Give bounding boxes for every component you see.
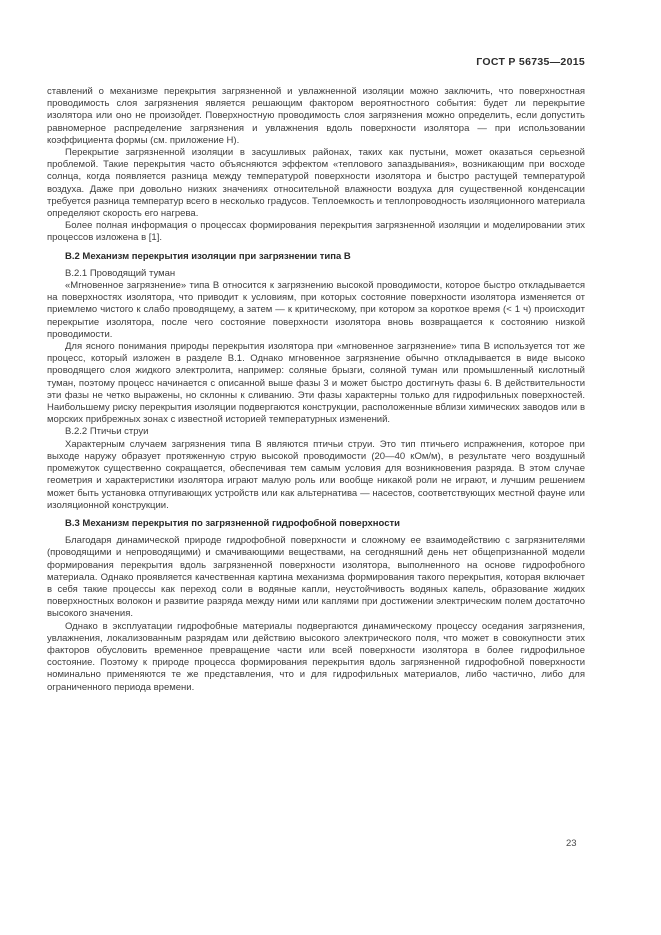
section-heading: В.2 Механизм перекрытия изоляции при загрязнении типа В	[65, 250, 351, 262]
body-paragraph: «Мгновенное загрязнение» типа В относится к загрязнению высокой проводимости, которое быстро откладывается на поверхностях изолятора, что приводит к условиям, при которых состояние поверхности изолятора изменяется от приемлемо чистого к слабо проводящему, а затем — к критическому, при котором за короткое время (< 1 ч) происходит перекрытие изолятора, после чего состояние поверхности изолятора вновь возвращается к состоянию низкой проводимости.	[47, 280, 585, 340]
clause-heading: В.2.2 Птичьи струи	[65, 426, 149, 438]
section-heading: В.3 Механизм перекрытия по загрязненной гидрофобной поверхности	[65, 517, 400, 529]
body-paragraph: ставлений о механизме перекрытия загрязненной и увлажненной изоляции можно заключить, что поверхностная проводимость слоя загрязнения является решающим фактором вероятностного события: будет ли перекрытие изолятора или оно не произойдет. Поверхностную проводимость слоя загрязнения можно определить, если допустить равномерное распределение загрязнения и увлажнения вдоль поверхности изолятора — при использовании коэффициента формы (см. приложение Н).	[47, 86, 585, 146]
body-paragraph: Характерным случаем загрязнения типа В являются птичьи струи. Это тип птичьего испражнения, которое при выходе наружу образует протяженную струю высокой проводимости (20—40 кОм/м), в результате чего воздушный промежуток существенно сокращается, обеспечивая тем самым условия для возникновения разряда. В этом случае геометрия и характеристики изолятора играют малую роль или вообще никакой роли не играют, и лучшим решением может быть установка отпугивающих устройств или как альтернатива — насестов, соответствующих местной фауне или изоляционной конструкции.	[47, 438, 585, 511]
body-paragraph: Более полная информация о процессах формирования перекрытия загрязненной изоляции и моделировании этих процессов изложена в [1].	[47, 220, 585, 244]
clause-heading: В.2.1 Проводящий туман	[65, 267, 176, 279]
body-paragraph: Благодаря динамической природе гидрофобной поверхности и сложному ее взаимодействию с загрязнителями (проводящими и непроводящими) и смачивающими веществами, на сегодняшний день нет общепризнанной модели формирования перекрытия вдоль загрязненной поверхности изолятора, выполненного на основе гидрофобного материала. Однако проявляется качественная картина механизма формирования такого перекрытия, которая включает в себя такие процессы как переход соли в водяные капли, неустойчивость водяных капель, образование жидких поверхностных волокон и развитие разряда между ними или каплями при достижении электрическим полем достаточно высокого значения.	[47, 535, 585, 620]
body-paragraph: Для ясного понимания природы перекрытия изолятора при «мгновенное загрязнение» типа В используется тот же процесс, который изложен в разделе В.1. Однако мгновенное загрязнение обычно откладывается в виде высоко проводящего слоя жидкого электролита, например: соляные брызги, соляной туман или промышленный кислотный туман, поэтому процесс начинается с описанной выше фазы 3 и может быстро достигнуть фазы 6. В действительности эти фазы не четко выражены, но склонны к сливанию. Эти фазы характерны только для гидрофильных поверхностей. Наибольшему риску перекрытия изоляции подвергаются конструкции, расположенные вблизи химических заводов или в морских прибрежных зонах с известной историей температурных изменений.	[47, 341, 585, 426]
document-body	[47, 86, 585, 694]
running-header: ГОСТ Р 56735—2015	[476, 56, 585, 68]
body-paragraph: Однако в эксплуатации гидрофобные материалы подвергаются динамическому процессу оседания загрязнения, увлажнения, локализованным разрядам или действию высокого электрического поля, что может в совокупности этих факторов обусловить временное превращение части или всей поверхности изолятора в более гидрофильное состояние. Поэтому к природе процесса формирования перекрытия вдоль загрязненной гидрофобной поверхности номинально применяются те же представления, что и для гидрофильных материалов, либо частично, либо для ограниченного периода времени.	[47, 620, 585, 693]
body-paragraph: Перекрытие загрязненной изоляции в засушливых районах, таких как пустыни, может оказаться серьезной проблемой. Такие перекрытия часто объясняются эффектом «теплового запаздывания», возникающим при восходе солнца, когда появляется разница между температурой поверхности изолятора и быстро растущей температурой воздуха. Даже при довольно низких значениях относительной влажности воздуха для существенной конденсации требуется разница температур всего в несколько градусов. Теплоемкость и теплопроводность изоляционного материала определяют скорость его нагрева.	[47, 147, 585, 220]
page-number: 23	[566, 838, 577, 849]
